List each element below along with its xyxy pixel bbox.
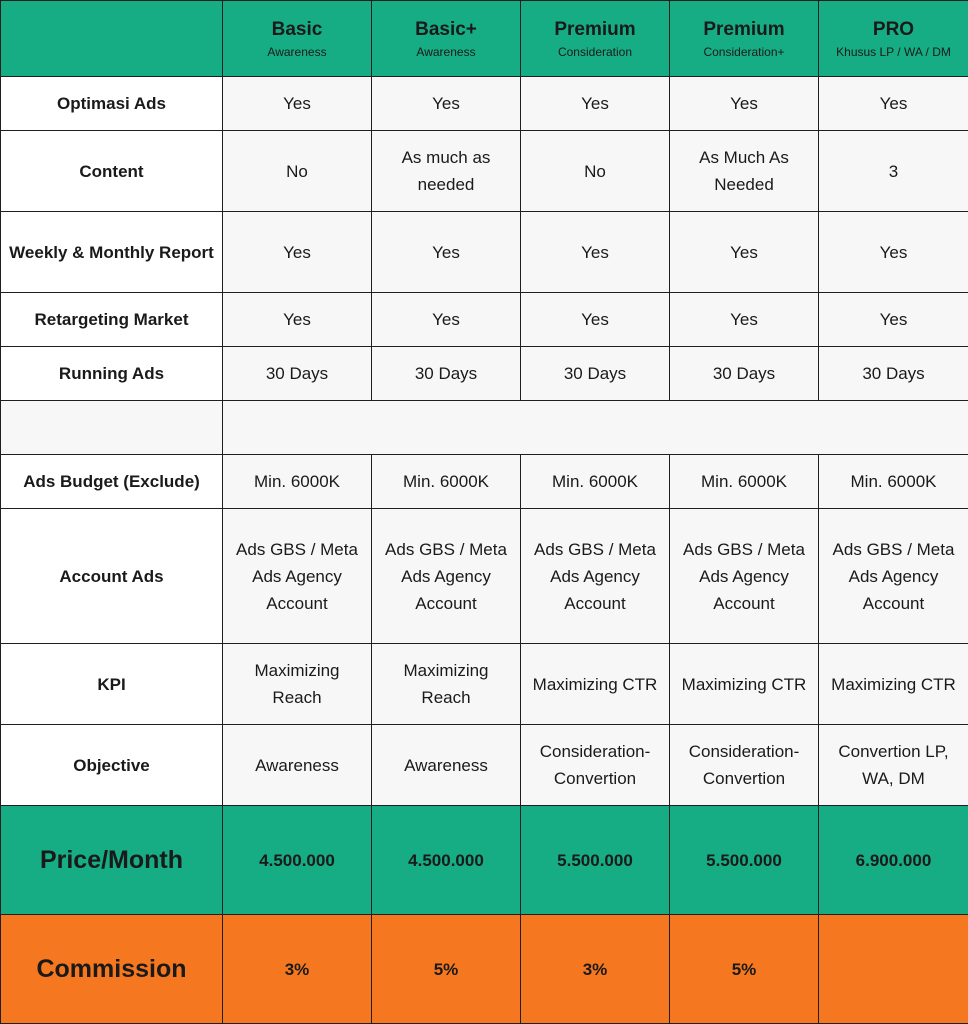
row-commission [1,915,968,1024]
table-cell: 3 [819,131,968,212]
table-cell: Maximizing Reach [372,644,521,725]
row-running-ads [1,347,968,401]
commission-cell: 3% [223,915,372,1024]
row-label: Running Ads [1,347,223,401]
table-cell: 30 Days [819,347,968,401]
table-cell: Maximizing CTR [670,644,819,725]
plan-subtitle: Consideration [557,44,633,59]
table-cell: Maximizing CTR [819,644,968,725]
row-kpi [1,644,968,725]
row-label: Retargeting Market [1,293,223,347]
row-content [1,131,968,212]
row-label: Objective [1,725,223,806]
row-label: KPI [1,644,223,725]
plan-name: Basic+ [415,18,477,40]
price-cell: 5.500.000 [521,806,670,915]
row-price-month [1,806,968,915]
row-label: Ads Budget (Exclude) [1,455,223,509]
plan-name: Basic [271,18,323,40]
plan-subtitle: Awareness [267,44,327,59]
table-cell: Yes [521,293,670,347]
row-label: Optimasi Ads [1,77,223,131]
plan-header-basic [223,1,372,77]
commission-cell: 5% [372,915,521,1024]
table-cell: Ads GBS / Meta Ads Agency Account [670,509,819,644]
table-cell: Min. 6000K [819,455,968,509]
table-cell: 30 Days [521,347,670,401]
row-label: Account Ads [1,509,223,644]
commission-cell [819,915,968,1024]
table-cell: Convertion LP, WA, DM [819,725,968,806]
plan-subtitle: Consideration+ [703,44,785,59]
table-cell: Yes [521,212,670,293]
plan-header-premium-plus [670,1,819,77]
header-corner [1,1,223,77]
table-cell: Yes [372,212,521,293]
table-cell: 30 Days [223,347,372,401]
row-label: Content [1,131,223,212]
row-objective [1,725,968,806]
plan-subtitle: Awareness [416,44,476,59]
row-label: Commission [1,915,223,1024]
price-cell: 5.500.000 [670,806,819,915]
table-cell: Yes [819,212,968,293]
row-weekly-monthly-report [1,212,968,293]
table-cell: Yes [223,77,372,131]
table-cell: As much as needed [372,131,521,212]
row-label: Price/Month [1,806,223,915]
table-cell: Ads GBS / Meta Ads Agency Account [372,509,521,644]
table-cell: Yes [670,293,819,347]
table-cell: Min. 6000K [372,455,521,509]
table-cell: Maximizing Reach [223,644,372,725]
plan-name: Premium [554,18,636,40]
spacer-cell [223,401,968,455]
table-cell: No [223,131,372,212]
table-cell: Yes [223,212,372,293]
table-cell: Yes [223,293,372,347]
plan-name: Premium [703,18,785,40]
table-cell: 30 Days [372,347,521,401]
table-cell: No [521,131,670,212]
table-cell: Min. 6000K [670,455,819,509]
table-cell: Yes [521,77,670,131]
plan-header-premium [521,1,670,77]
table-cell: Consideration-Convertion [670,725,819,806]
row-retargeting-market [1,293,968,347]
row-optimasi-ads [1,77,968,131]
table-cell: Ads GBS / Meta Ads Agency Account [223,509,372,644]
table-cell: Yes [819,293,968,347]
plan-header-row [1,1,968,77]
price-cell: 4.500.000 [372,806,521,915]
table-cell: As Much As Needed [670,131,819,212]
table-cell: Min. 6000K [521,455,670,509]
table-cell: Yes [819,77,968,131]
table-cell: 30 Days [670,347,819,401]
table-cell: Min. 6000K [223,455,372,509]
table-cell: Yes [670,212,819,293]
table-cell: Consideration-Convertion [521,725,670,806]
price-cell: 6.900.000 [819,806,968,915]
commission-cell: 5% [670,915,819,1024]
table-cell: Yes [670,77,819,131]
table-cell: Ads GBS / Meta Ads Agency Account [521,509,670,644]
plan-header-pro [819,1,968,77]
spacer-row [1,401,968,455]
spacer-label-cell [1,401,223,455]
table-cell: Awareness [372,725,521,806]
plan-name: PRO [872,18,915,40]
table-cell: Yes [372,77,521,131]
row-label: Weekly & Monthly Report [1,212,223,293]
row-account-ads [1,509,968,644]
table-cell: Maximizing CTR [521,644,670,725]
price-cell: 4.500.000 [223,806,372,915]
plan-subtitle: Khusus LP / WA / DM [836,44,951,59]
plan-header-basic-plus [372,1,521,77]
commission-cell: 3% [521,915,670,1024]
table-cell: Awareness [223,725,372,806]
row-ads-budget [1,455,968,509]
table-cell: Ads GBS / Meta Ads Agency Account [819,509,968,644]
table-cell: Yes [372,293,521,347]
